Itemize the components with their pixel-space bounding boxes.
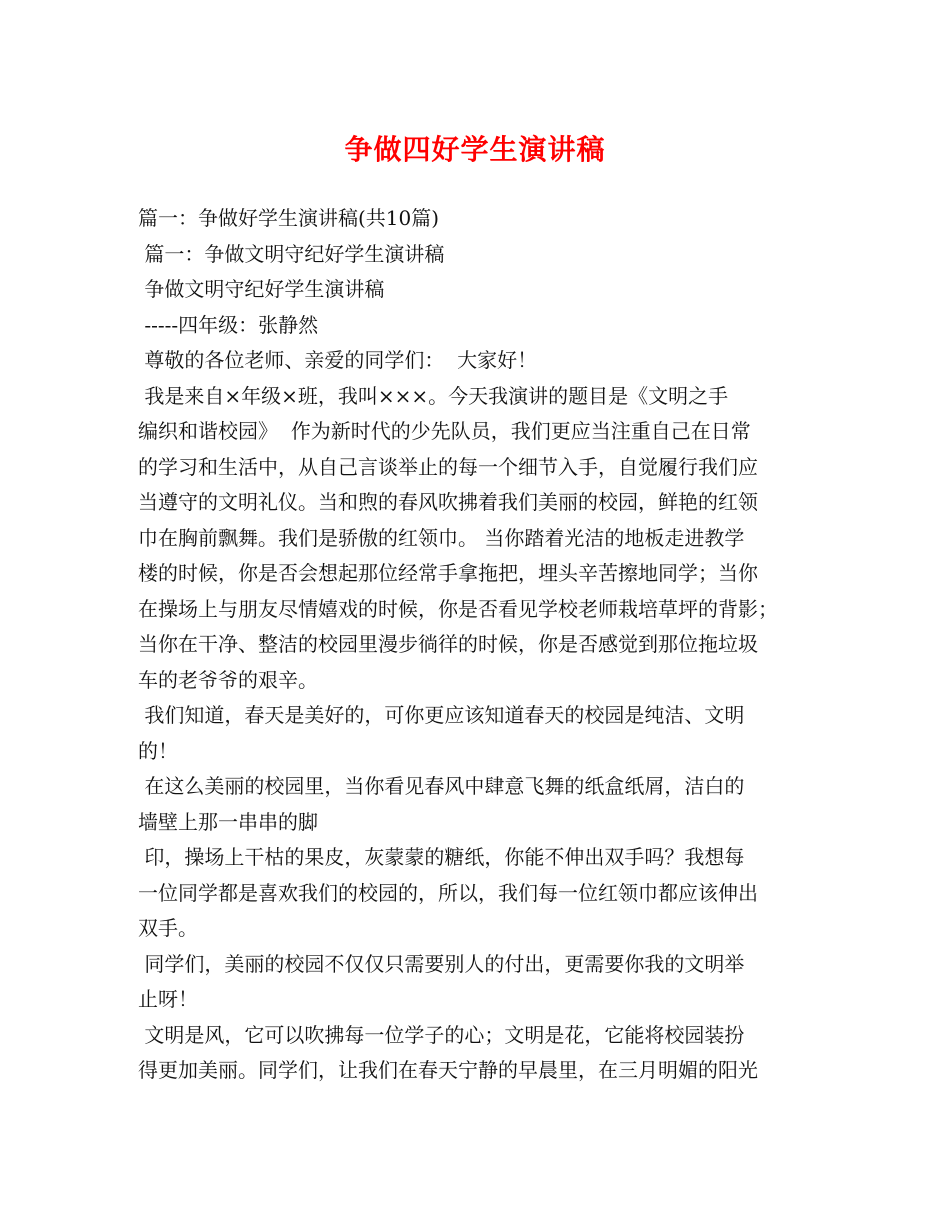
text-line: 篇一：争做好学生演讲稿(共10篇) bbox=[138, 206, 440, 230]
text-line: 得更加美丽。同学们，让我们在春天宁静的早晨里，在三月明媚的阳光 bbox=[138, 1058, 758, 1082]
text-line: 楼的时候，你是否会想起那位经常手拿拖把，埋头辛苦擦地同学；当你 bbox=[138, 561, 758, 585]
text-line: 在操场上与朋友尽情嬉戏的时候，你是否看见学校老师栽培草坪的背影； bbox=[138, 596, 778, 621]
text-line: 巾在胸前飘舞。我们是骄傲的红领巾。 当你踏着光洁的地板走进教学 bbox=[138, 525, 745, 550]
text-line: 止呀！ bbox=[138, 987, 198, 1011]
text-line: 印，操场上干枯的果皮，灰蒙蒙的糖纸，你能不伸出双手吗？我想每 bbox=[138, 845, 745, 869]
text-line: 双手。 bbox=[138, 916, 198, 940]
text-line: -----四年级：张静然 bbox=[138, 312, 319, 337]
text-line: 在这么美丽的校园里，当你看见春风中肆意飞舞的纸盒纸屑，洁白的 bbox=[138, 774, 745, 798]
text-line: 我们知道，春天是美好的，可你更应该知道春天的校园是纯洁、文明 bbox=[138, 703, 745, 727]
text-line: 文明是风，它可以吹拂每一位学子的心；文明是花，它能将校园装扮 bbox=[138, 1022, 745, 1047]
text-line: 编织和谐校园》 作为新时代的少先队员，我们更应当注重自己在日常 bbox=[138, 419, 751, 443]
text-line: 车的老爷爷的艰辛。 bbox=[138, 667, 318, 692]
text-line: 当遵守的文明礼仪。当和煦的春风吹拂着我们美丽的校园，鲜艳的红领 bbox=[138, 490, 758, 514]
text-line: 篇一：争做文明守纪好学生演讲稿 bbox=[138, 241, 445, 266]
document-body bbox=[138, 201, 814, 1089]
text-line: 的学习和生活中，从自己言谈举止的每一个细节入手，自觉履行我们应 bbox=[138, 454, 758, 479]
text-line: 同学们，美丽的校园不仅仅只需要别人的付出，更需要你我的文明举 bbox=[138, 951, 745, 976]
text-line: 争做文明守纪好学生演讲稿 bbox=[138, 277, 385, 301]
text-line: 的！ bbox=[138, 738, 178, 763]
text-line: 当你在干净、整洁的校园里漫步徜徉的时候，你是否感觉到那位拖垃圾 bbox=[138, 632, 758, 656]
document-title: 争做四好学生演讲稿 bbox=[344, 133, 606, 166]
text-line: 墙壁上那一串串的脚 bbox=[138, 809, 318, 834]
text-line: 一位同学都是喜欢我们的校园的，所以，我们每一位红领巾都应该伸出 bbox=[138, 880, 758, 905]
text-line: 我是来自×年级×班，我叫×××。今天我演讲的题目是《文明之手 bbox=[138, 383, 729, 408]
text-line: 尊敬的各位老师、亲爱的同学们： 大家好！ bbox=[138, 348, 538, 372]
